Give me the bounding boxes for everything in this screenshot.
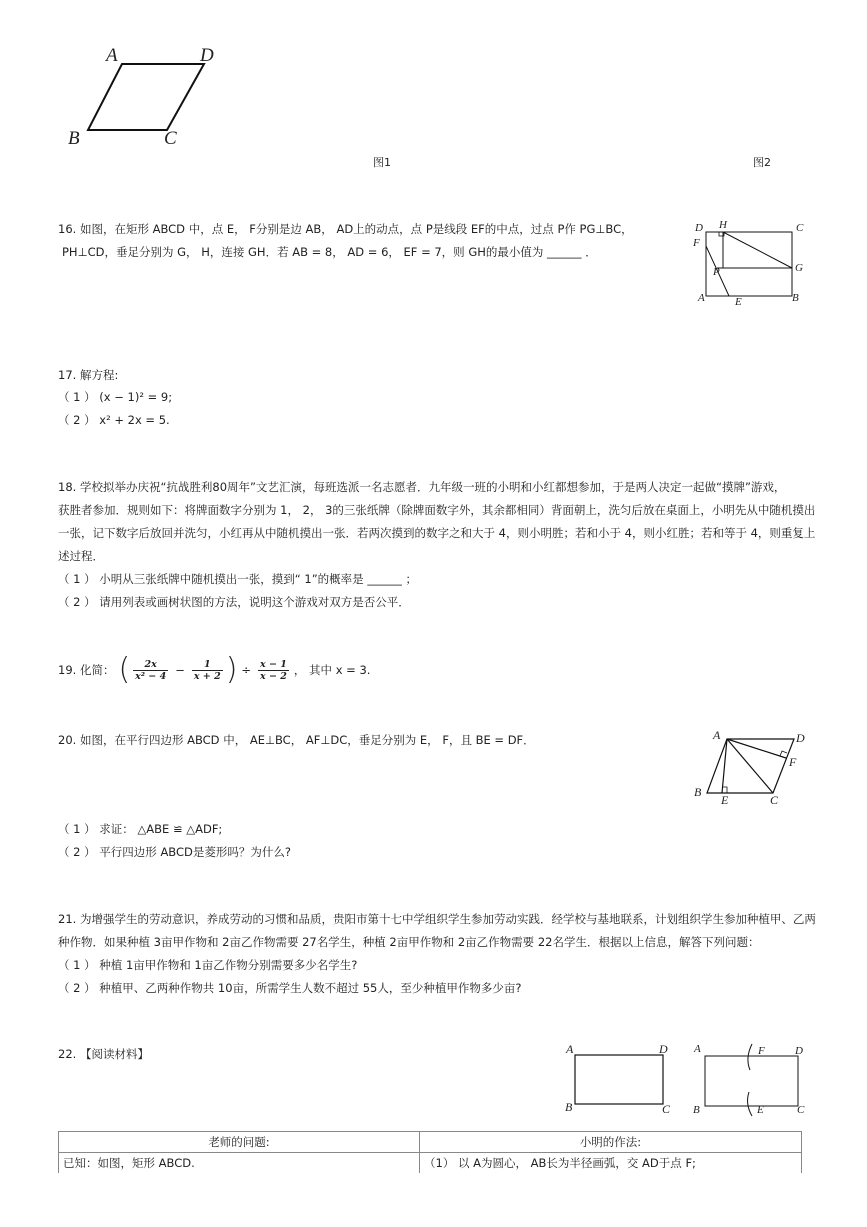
q20-label-e: E	[721, 793, 729, 807]
figure-2-caption: 图2	[753, 156, 771, 169]
q20-label-b: B	[694, 785, 702, 799]
q19-denominator-3: x − 2	[260, 670, 287, 682]
q17-part-2: （ 2 ） x² + 2x = 5.	[58, 413, 170, 427]
q19-numerator-3: x − 1	[260, 658, 287, 670]
q16-label-f: F	[693, 237, 700, 249]
q20-part-1: （ 1 ） 求证： △ABE ≌ △ADF;	[58, 822, 223, 836]
q19-fraction-3	[258, 659, 289, 682]
q22-table-header-xiaoming: 小明的作法:	[420, 1132, 802, 1153]
q22-fig2-label-c: C	[797, 1104, 805, 1116]
q22-title: 22. 【阅读材料】	[58, 1047, 149, 1061]
q16-label-d: D	[695, 222, 703, 234]
q20-label-f: F	[789, 755, 797, 769]
q16-label-a: A	[698, 292, 705, 304]
q22-fig2-label-e: E	[757, 1104, 764, 1116]
q20-label-d: D	[796, 731, 805, 745]
q22-fig1-label-c: C	[662, 1102, 671, 1116]
q21-line-1: 21. 为增强学生的劳动意识，养成劳动的习惯和品质，贵阳市第十七中学组织学生参加劳动实践．经学校与基地联系，计划组织学生参加种植甲、乙两	[58, 912, 816, 926]
q18-line-4: 述过程．	[58, 549, 104, 563]
q17-title: 17. 解方程:	[58, 368, 119, 382]
q19-prefix: 19. 化简：	[58, 663, 115, 677]
q16-label-h: H	[719, 219, 727, 231]
q20-part-2: （ 2 ） 平行四边形 ABCD是菱形吗？为什么?	[58, 845, 291, 859]
q22-table	[58, 1131, 802, 1173]
q22-fig2-label-b: B	[693, 1104, 700, 1116]
q16-line-1: 16. 如图，在矩形 ABCD 中，点 E， F分别是边 AB， AD上的动点，点 P是线段 EF的中点，过点 P作 PG⊥BC，	[58, 222, 633, 236]
q18-line-2: 获胜者参加．规则如下：将牌面数字分别为 1， 2， 3的三张纸牌（除牌面数字外，其余都相同）背面朝上，洗匀后放在桌面上，小明先从中随机摸出	[58, 503, 816, 517]
fig-top-label-a: A	[106, 45, 118, 66]
q18-line-1: 18. 学校拟举办庆祝“抗战胜利80周年”文艺汇演，每班选派一名志愿者．九年级一班的小明和小红都想参加，于是两人决定一起做“摸牌”游戏，	[58, 480, 786, 494]
q16-label-p: P	[713, 266, 720, 278]
q19-denominator-1: x² − 4	[135, 670, 167, 682]
q19-fraction-1	[133, 659, 168, 682]
q22-fig2-label-d: D	[795, 1045, 803, 1057]
q19-expression	[58, 652, 370, 688]
q20-label-c: C	[770, 793, 779, 807]
q19-suffix: ， 其中 x = 3.	[293, 663, 371, 677]
q20-label-a: A	[713, 728, 721, 742]
q19-right-paren: )	[225, 652, 238, 687]
q18-line-3: 一张，记下数字后放回并洗匀，小红再从中随机摸出一张．若两次摸到的数字之和大于 4，则小明胜；若和小于 4，则小红胜；若和等于 4，则重复上	[58, 526, 816, 540]
q19-fraction-2	[192, 659, 223, 682]
q17-part-1: （ 1 ） (x − 1)² = 9;	[58, 390, 173, 404]
q21-line-2: 种作物．如果种植 3亩甲作物和 2亩乙作物需要 27名学生，种植 2亩甲作物和 2亩乙作物需要 22名学生．根据以上信息，解答下列问题：	[58, 935, 760, 949]
q20-line-1: 20. 如图，在平行四边形 ABCD 中， AE⊥BC， AF⊥DC，垂足分别为 E， F，且 BE = DF．	[58, 733, 535, 747]
q22-fig1-label-d: D	[659, 1042, 668, 1056]
q19-denominator-2: x + 2	[193, 670, 221, 682]
q22-fig2-label-a: A	[694, 1043, 701, 1055]
q16-line-2: PH⊥CD，垂足分别为 G， H，连接 GH．若 AB = 8， AD = 6， EF = 7，则 GH的最小值为 ______ ．	[62, 245, 597, 259]
q16-label-e: E	[735, 296, 742, 308]
q16-label-g: G	[795, 262, 803, 274]
q22-table-cell-step-1: （1） 以 A为圆心， AB长为半径画弧，交 AD于点 F;	[420, 1153, 802, 1174]
q22-table-cell-given: 已知：如图，矩形 ABCD.	[59, 1153, 420, 1174]
q19-divide: ÷	[241, 663, 252, 677]
fig-top-label-b: B	[68, 128, 80, 149]
fig-top-label-d: D	[200, 45, 214, 66]
figure-1-caption: 图1	[373, 156, 391, 169]
q16-label-b: B	[792, 292, 799, 304]
q18-part-1: （ 1 ） 小明从三张纸牌中随机摸出一张，摸到“ 1”的概率是 ______ ；	[58, 572, 417, 586]
q22-fig2-label-f: F	[758, 1045, 765, 1057]
fig-top-label-c: C	[164, 128, 177, 149]
q18-part-2: （ 2 ） 请用列表或画树状图的方法，说明这个游戏对双方是否公平．	[58, 595, 410, 609]
q21-part-2: （ 2 ） 种植甲、乙两种作物共 10亩，所需学生人数不超过 55人，至少种植甲作物多少亩?	[58, 981, 522, 995]
q19-numerator-1: 2x	[144, 658, 157, 670]
q22-table-header-teacher: 老师的问题:	[59, 1132, 420, 1153]
q19-left-paren: (	[118, 652, 131, 687]
q22-fig1-label-b: B	[565, 1100, 573, 1114]
q22-fig1-label-a: A	[566, 1042, 574, 1056]
q19-numerator-2: 1	[203, 658, 211, 670]
q16-label-c: C	[796, 222, 804, 234]
q21-part-1: （ 1 ） 种植 1亩甲作物和 1亩乙作物分别需要多少名学生?	[58, 958, 358, 972]
q19-minus: −	[175, 663, 185, 677]
